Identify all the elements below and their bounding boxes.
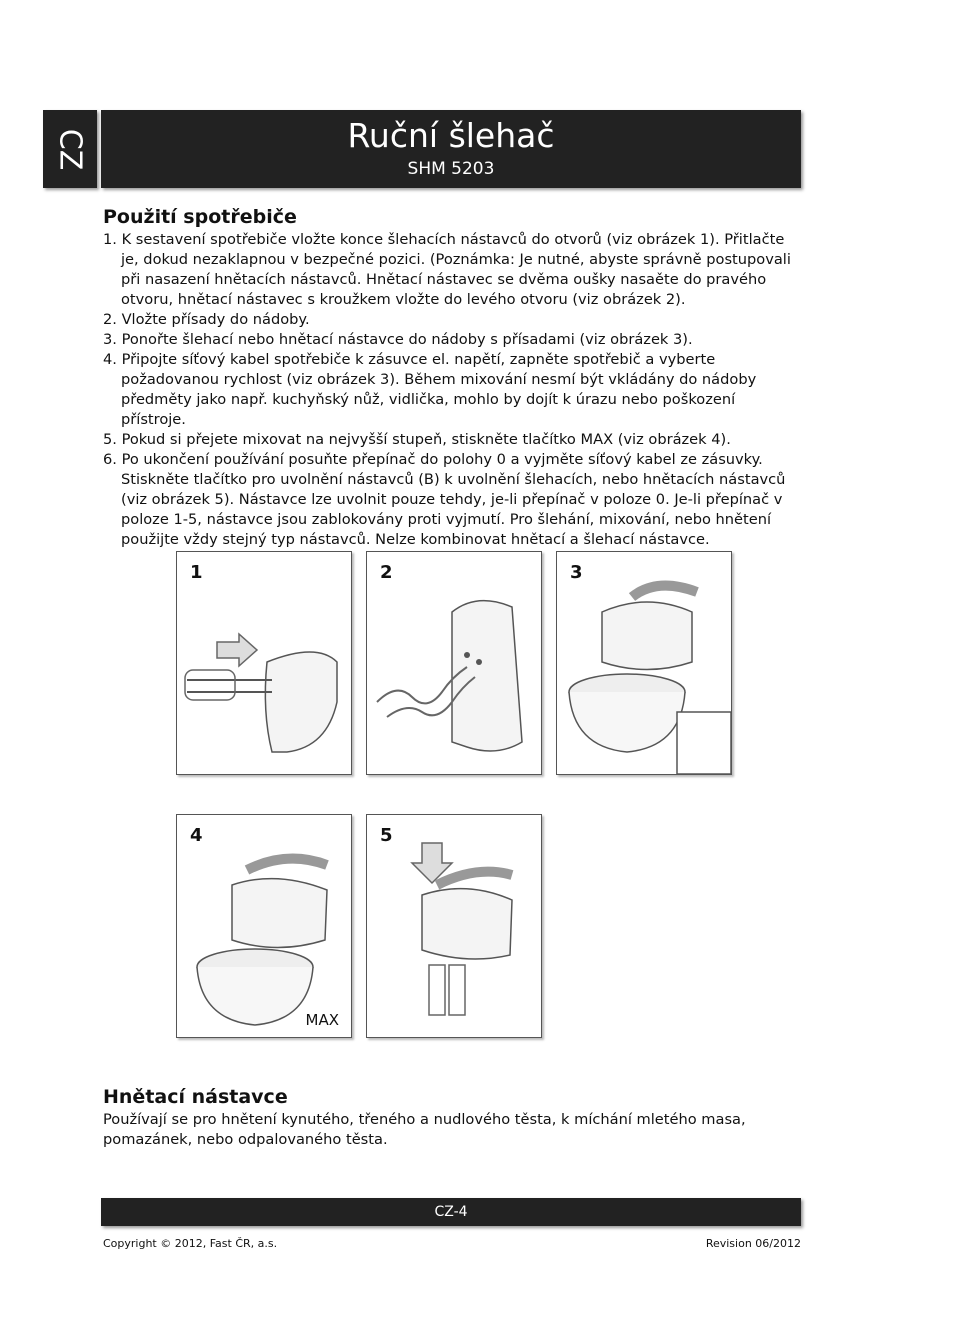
copyright-text: Copyright © 2012, Fast ČR, a.s.	[103, 1237, 278, 1250]
figure-1	[176, 551, 352, 775]
figure-4	[176, 814, 352, 1038]
figure-2	[366, 551, 542, 775]
section-title-usage: Použití spotřebiče	[103, 206, 297, 228]
step-item: 2. Vložte přísady do nádoby.	[103, 311, 310, 328]
step-item: 4. Připojte síťový kabel spotřebiče k zásuvce el. napětí, zapněte spotřebič a vyberte požadovanou rychlost (viz obrázek 3). Během mixování nesmí být vkládány do nádoby předměty jako např. kuchyňský nůž, vidlička, mohlo by dojít k úrazu nebo poškození přístroje.	[103, 351, 757, 428]
usage-steps	[103, 230, 803, 550]
mixer-illustration-5	[367, 815, 541, 1037]
step-item: 3. Ponořte šlehací nebo hnětací nástavce do nádoby s přísadami (viz obrázek 3).	[103, 331, 693, 348]
mixer-illustration-4	[177, 815, 351, 1037]
step-item: 6. Po ukončení používání posuňte přepínač do polohy 0 a vyjměte síťový kabel ze zásuvky. Stiskněte tlačítko pro uvolnění nástavců (B) k uvolnění šlehacích, nebo hnětacích nástavců (viz obrázek 5). Nástavce lze uvolnit pouze tehdy, je-li přepínač v poloze 0. Je-li přepínač v poloze 1-5, nástavce jsou zablokovány proti vyjmutí. Pro šlehání, mixování, nebo hnětení použijte vždy stejný typ nástavců. Nelze kombinovat hnětací a šlehací nástavce.	[103, 451, 786, 548]
mixer-illustration-3	[557, 552, 731, 774]
header-bar	[101, 110, 801, 188]
footer-bar	[101, 1198, 801, 1226]
step-item: 1. K sestavení spotřebiče vložte konce šlehacích nástavců do otvorů (viz obrázek 1). Přitlačte je, dokud nezaklapnou v bezpečné pozici. (Poznámka: Je nutné, abyste správně postupovali při nasazení hnětacích nástavců. Hnětací nástavec se dvěma oušky nasaěte do pravého otvoru, hnětací nástavec s kroužkem vložte do levého otvoru (viz obrázek 2).	[103, 231, 791, 308]
figure-number: 2	[380, 562, 393, 583]
figure-3	[556, 551, 732, 775]
page-title: Ruční šlehač	[347, 116, 555, 155]
revision-text: Revision 06/2012	[705, 1237, 801, 1250]
section-title-kneading: Hnětací nástavce	[103, 1086, 288, 1108]
language-tab	[43, 110, 97, 188]
kneading-description: Používají se pro hnětení kynutého, třeného a nudlového těsta, k míchání mletého masa, pomazánek, nebo odpalovaného těsta.	[103, 1111, 746, 1148]
figure-number: 3	[570, 562, 583, 583]
model-number: SHM 5203	[407, 159, 495, 179]
mixer-illustration-2	[367, 552, 541, 774]
max-label: MAX	[305, 1011, 339, 1029]
figure-number: 5	[380, 825, 393, 846]
mixer-illustration-1	[177, 552, 351, 774]
page-number: CZ-4	[434, 1204, 468, 1220]
figure-number: 1	[190, 562, 203, 583]
figure-number: 4	[190, 825, 203, 846]
step-item: 5. Pokud si přejete mixovat na nejvyšší stupeň, stiskněte tlačítko MAX (viz obrázek 4).	[103, 431, 731, 448]
figure-5	[366, 814, 542, 1038]
language-code: CZ	[52, 128, 88, 170]
